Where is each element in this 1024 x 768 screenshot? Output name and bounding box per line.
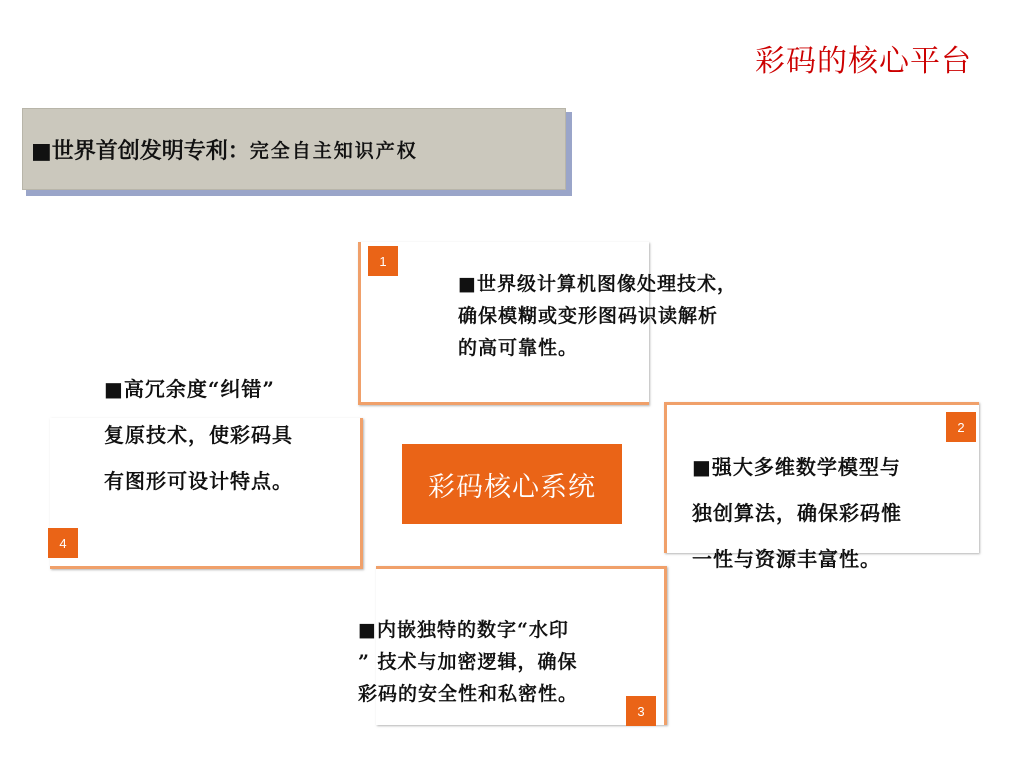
core-system-box: 彩码核心系统 (402, 444, 622, 524)
feature-2-line-3: 一性与资源丰富性。 (692, 547, 881, 571)
feature-1-line-1: ■世界级计算机图像处理技术， (458, 273, 737, 295)
patent-heading: ■世界首创发明专利： (31, 137, 250, 164)
feature-3-line-3: 彩码的安全性和私密性。 (358, 683, 579, 705)
feature-4-line-3: 有图形可设计特点。 (104, 469, 293, 493)
number-badge-2: 2 (946, 412, 976, 442)
feature-1-line-3: 的高可靠性。 (458, 337, 579, 359)
feature-block-4 (104, 366, 293, 504)
number-badge-1: 1 (368, 246, 398, 276)
feature-2-line-2: 独创算法，确保彩码惟 (692, 501, 902, 525)
feature-4-line-2: 复原技术，使彩码具 (104, 423, 293, 447)
number-badge-4: 4 (48, 528, 78, 558)
feature-block-1 (458, 268, 737, 364)
feature-3-line-2: ” 技术与加密逻辑，确保 (358, 651, 578, 673)
feature-4-line-1: ■高冗余度“纠错” (104, 377, 275, 401)
patent-subheading: 完全自主知识产权 (249, 139, 418, 162)
feature-1-line-2: 确保模糊或变形图码识读解析 (458, 305, 719, 327)
feature-block-3 (358, 614, 578, 710)
feature-3-line-1: ■内嵌独特的数字“水印 (358, 619, 569, 641)
page-title: 彩码的核心平台 (755, 44, 972, 79)
patent-box (22, 108, 566, 190)
feature-2-line-1: ■强大多维数学模型与 (692, 455, 901, 479)
feature-block-2 (692, 444, 902, 582)
number-badge-3: 3 (626, 696, 656, 726)
